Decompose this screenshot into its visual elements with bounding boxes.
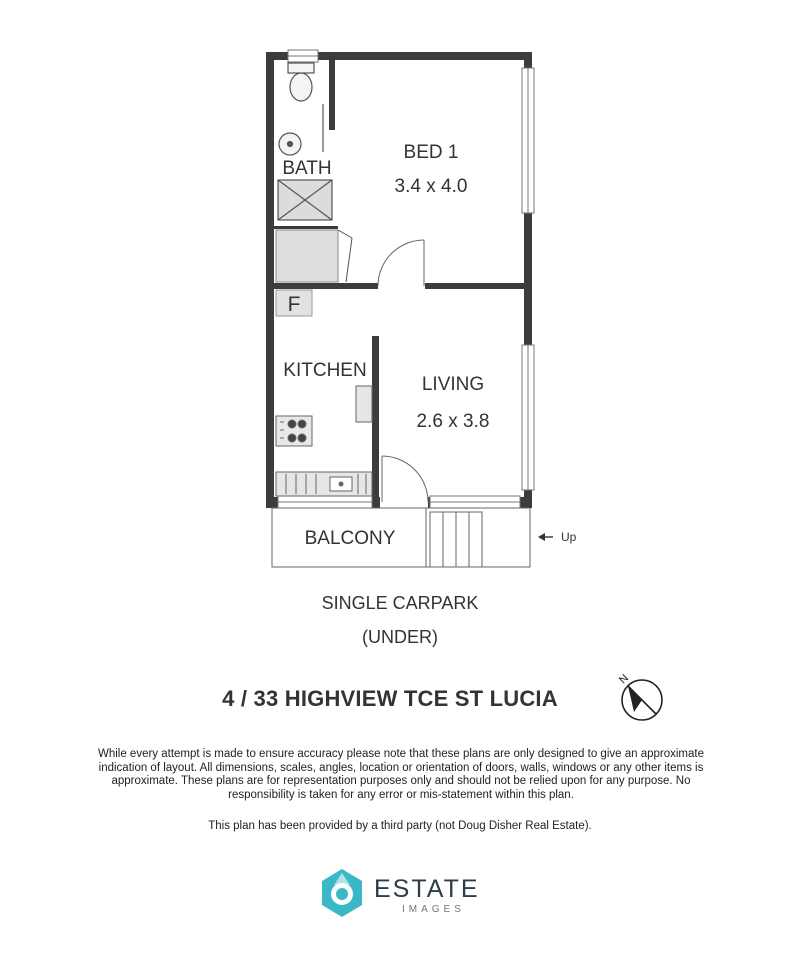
living-label: LIVING (421, 374, 485, 395)
carpark-label-line2: (UNDER) (362, 627, 438, 647)
compass-north-label: N (617, 672, 632, 687)
bedroom-door-swing (378, 240, 424, 286)
kitchen-label: KITCHEN (283, 360, 367, 381)
property-address: 4 / 33 HIGHVIEW TCE ST LUCIA (222, 686, 558, 711)
disclaimer-text: While every attempt is made to ensure accuracy please note that these plans are only designed to give an approximate indication of layout. All dimensions, scales, angles, location or orientation of doors, walls, windows or any other items is approximate. These plans are for representation purposes only and should not be relied upon for any purpose. No responsibility is taken for any error or mis-statement within this plan. (97, 748, 704, 801)
bath-label: BATH (282, 158, 332, 179)
kitchen-fixtures (276, 386, 372, 496)
shower-icon (278, 180, 332, 220)
balcony-label: BALCONY (304, 528, 396, 549)
doors (378, 240, 428, 502)
fridge (276, 290, 312, 316)
living-size: 2.6 x 3.8 (416, 411, 490, 432)
carpark-label-line1: SINGLE CARPARK (321, 593, 479, 613)
estate-images-logo (310, 867, 500, 919)
cupboard-block (276, 230, 352, 282)
logo-mark-icon (314, 867, 370, 919)
bed-label: BED 1 (403, 142, 459, 163)
toilet-icon (288, 63, 314, 101)
north-arrow-icon (612, 668, 672, 728)
stairs-up-label: Up (561, 530, 577, 544)
logo-subtitle: IMAGES (402, 904, 465, 915)
bathroom-fixtures (278, 63, 332, 220)
third-party-note: This plan has been provided by a third party (not Doug Disher Real Estate). (208, 820, 592, 832)
up-arrow-icon (538, 533, 553, 541)
basin-icon (279, 133, 301, 155)
fridge-label: F (287, 293, 301, 316)
entry-door-swing (382, 456, 428, 502)
stairs (426, 508, 530, 567)
bed-size: 3.4 x 4.0 (394, 176, 468, 197)
logo-wordmark: ESTATE (374, 875, 480, 903)
cooktop-icon (276, 416, 312, 446)
sink-icon (276, 472, 372, 496)
